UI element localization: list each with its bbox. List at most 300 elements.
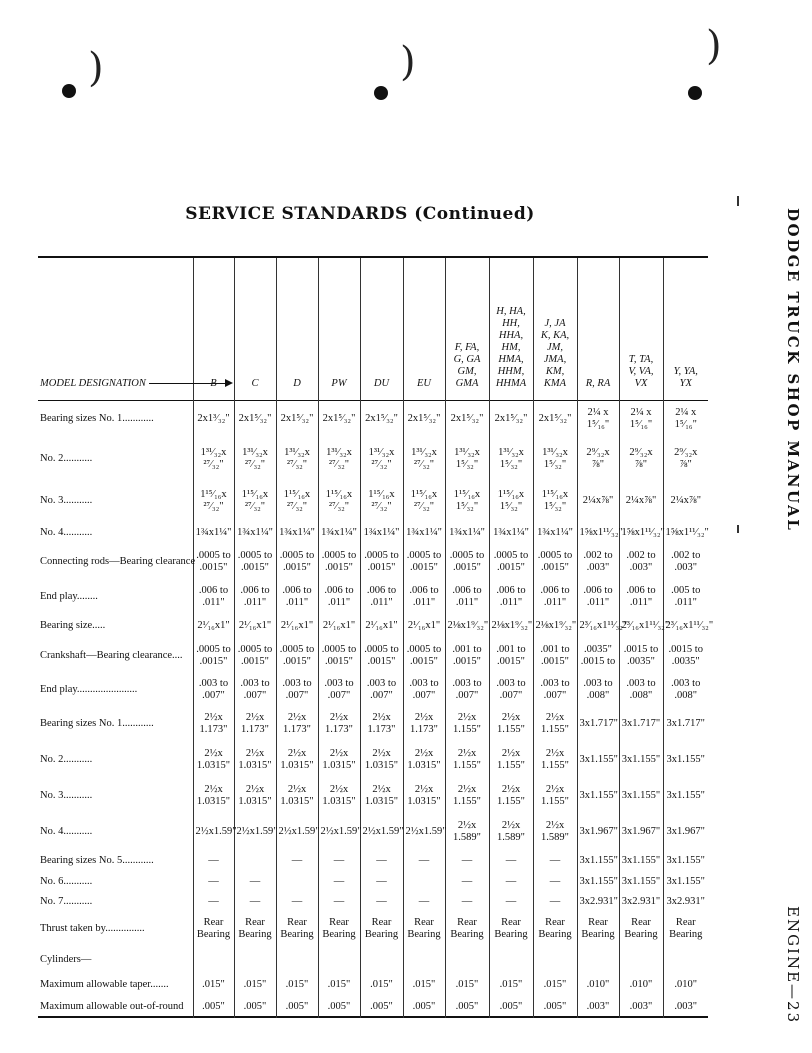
row-label: Bearing sizes No. 5............ bbox=[40, 854, 154, 866]
table-cell: 2½x 1.0315" bbox=[403, 742, 445, 778]
table-cell: .015" bbox=[234, 974, 276, 996]
model-header: D bbox=[276, 258, 318, 400]
table-cell: 2½x 1.155" bbox=[533, 778, 577, 814]
table-cell: .005" bbox=[276, 996, 318, 1018]
table-cell: 1¹⁵⁄₁₆x 1⁵⁄₃₂" bbox=[489, 480, 533, 522]
row-label: Bearing size..... bbox=[40, 619, 106, 631]
table-cell: .003 to .007" bbox=[234, 674, 276, 706]
table-cell: 2½x 1.155" bbox=[533, 706, 577, 742]
table-cell bbox=[234, 946, 276, 974]
table-cell: 2¹⁄₁₆x1" bbox=[234, 614, 276, 638]
table-row bbox=[38, 892, 708, 912]
table-cell: 3x1.155" bbox=[577, 850, 619, 872]
model-header: PW bbox=[318, 258, 360, 400]
table-row bbox=[38, 522, 708, 544]
table-cell: 2x1⁵⁄₃₂" bbox=[360, 400, 403, 438]
table-cell: .003 to .008" bbox=[663, 674, 708, 706]
table-cell: .005" bbox=[193, 996, 234, 1018]
table-cell: .002 to .003" bbox=[663, 544, 708, 580]
table-cell: .006 to .011" bbox=[276, 580, 318, 614]
table-cell: 2¹⁄₁₆x1" bbox=[403, 614, 445, 638]
table-cell: .0005 to .0015" bbox=[276, 638, 318, 674]
table-cell bbox=[663, 946, 708, 974]
table-cell: 3x2.931" bbox=[619, 892, 663, 912]
table-cell: .006 to .011" bbox=[403, 580, 445, 614]
scan-mark: ) bbox=[706, 23, 722, 69]
table-cell: — bbox=[403, 850, 445, 872]
model-designation-label: MODEL DESIGNATION bbox=[38, 258, 193, 400]
table-cell: .006 to .011" bbox=[360, 580, 403, 614]
table-cell: Rear Bearing bbox=[318, 912, 360, 946]
table-cell: — bbox=[360, 892, 403, 912]
row-label: Maximum allowable out-of-round bbox=[40, 1000, 184, 1012]
table-cell: .005" bbox=[403, 996, 445, 1018]
table-cell: .015" bbox=[403, 974, 445, 996]
model-header: C bbox=[234, 258, 276, 400]
table-cell: 1³¹⁄₃₂x ²⁷⁄₃₂" bbox=[276, 438, 318, 480]
table-cell: 1³¹⁄₃₂x ²⁷⁄₃₂" bbox=[193, 438, 234, 480]
table-cell: 2x1⁵⁄₃₂" bbox=[533, 400, 577, 438]
table-cell: — bbox=[193, 872, 234, 892]
row-label: No. 2........... bbox=[40, 452, 93, 464]
table-cell: .006 to .011" bbox=[318, 580, 360, 614]
table-row bbox=[38, 614, 708, 638]
table-row bbox=[38, 580, 708, 614]
table-cell: 2½x1.59" bbox=[193, 814, 234, 850]
table-cell: 2½x 1.155" bbox=[533, 742, 577, 778]
table-cell: 2³⁄₁₆x1¹¹⁄₃₂" bbox=[577, 614, 619, 638]
row-label: End play....................... bbox=[40, 683, 138, 695]
table-cell: .0005 to .0015" bbox=[403, 544, 445, 580]
table-cell bbox=[403, 946, 445, 974]
table-cell: .003" bbox=[577, 996, 619, 1018]
table-cell: .001 to .0015" bbox=[489, 638, 533, 674]
table-cell: .006 to .011" bbox=[489, 580, 533, 614]
table-cell bbox=[533, 946, 577, 974]
table-cell: 1¹⁵⁄₁₆x 1⁵⁄₃₂" bbox=[445, 480, 489, 522]
table-cell: 2¹⁄₁₆x1" bbox=[193, 614, 234, 638]
table-cell: — bbox=[489, 850, 533, 872]
table-cell: 1³¹⁄₃₂x 1⁵⁄₃₂" bbox=[533, 438, 577, 480]
table-cell: 1⅝x1¹¹⁄₃₂" bbox=[577, 522, 619, 544]
table-cell: Rear Bearing bbox=[234, 912, 276, 946]
row-label: Bearing sizes No. 1............ bbox=[40, 717, 154, 729]
table-cell: 2¼x⅞" bbox=[663, 480, 708, 522]
table-cell: 2x1⁵⁄₃₂" bbox=[445, 400, 489, 438]
table-cell: .0005 to .0015" bbox=[234, 638, 276, 674]
table-cell: 2x1⁵⁄₃₂" bbox=[489, 400, 533, 438]
row-label: No. 4........... bbox=[40, 526, 93, 538]
table-cell: .015" bbox=[193, 974, 234, 996]
table-cell: .015" bbox=[276, 974, 318, 996]
table-cell: Rear Bearing bbox=[577, 912, 619, 946]
table-cell: 2½x1.59" bbox=[403, 814, 445, 850]
table-cell: .002 to .003" bbox=[619, 544, 663, 580]
table-cell: .0005 to .0015" bbox=[193, 544, 234, 580]
table-row bbox=[38, 996, 708, 1018]
table-cell: 2½x 1.0315" bbox=[193, 778, 234, 814]
table-cell: — bbox=[276, 892, 318, 912]
table-cell: — bbox=[489, 892, 533, 912]
table-cell: .005" bbox=[234, 996, 276, 1018]
table-cell: 1¾x1¼" bbox=[360, 522, 403, 544]
table-cell: 1³¹⁄₃₂x 1⁵⁄₃₂" bbox=[445, 438, 489, 480]
table-cell: 1³¹⁄₃₂x ²⁷⁄₃₂" bbox=[403, 438, 445, 480]
table-cell: .003" bbox=[619, 996, 663, 1018]
table-cell: — bbox=[360, 850, 403, 872]
table-row bbox=[38, 872, 708, 892]
table-cell: 2½x 1.0315" bbox=[234, 742, 276, 778]
table-cell: .0005 to .0015" bbox=[318, 638, 360, 674]
table-cell: — bbox=[360, 872, 403, 892]
table-cell: 3x1.155" bbox=[619, 742, 663, 778]
side-page-number: ENGINE—23 bbox=[784, 905, 802, 1025]
table-row bbox=[38, 946, 708, 974]
table-row bbox=[38, 814, 708, 850]
table-cell: 2½x1.59" bbox=[276, 814, 318, 850]
table-cell: .003 to .007" bbox=[318, 674, 360, 706]
table-cell: — bbox=[193, 850, 234, 872]
table-cell: .010" bbox=[663, 974, 708, 996]
table-row bbox=[38, 778, 708, 814]
table-cell: 2½x1.59" bbox=[234, 814, 276, 850]
model-header: T, TA, V, VA, VX bbox=[619, 258, 663, 400]
table-cell: 2½x 1.0315" bbox=[276, 742, 318, 778]
table-cell: .003 to .007" bbox=[403, 674, 445, 706]
table-cell bbox=[234, 850, 276, 872]
table-cell: 2½x 1.589" bbox=[489, 814, 533, 850]
table-cell: 1⅝x1¹¹⁄₃₂" bbox=[663, 522, 708, 544]
table-cell: 1¾x1¼" bbox=[445, 522, 489, 544]
table-cell: 3x2.931" bbox=[577, 892, 619, 912]
table-cell: — bbox=[489, 872, 533, 892]
table-cell bbox=[276, 872, 318, 892]
table-cell: 1¾x1¼" bbox=[533, 522, 577, 544]
table-cell: Rear Bearing bbox=[193, 912, 234, 946]
table-cell: — bbox=[533, 892, 577, 912]
table-cell: .0005 to .0015" bbox=[193, 638, 234, 674]
table-cell: 1¾x1¼" bbox=[403, 522, 445, 544]
table-cell: — bbox=[445, 850, 489, 872]
table-cell: 2⁹⁄₃₂x ⅞" bbox=[663, 438, 708, 480]
table-cell bbox=[577, 946, 619, 974]
table-cell bbox=[489, 946, 533, 974]
table-cell: .003 to .008" bbox=[577, 674, 619, 706]
row-label: Crankshaft—Bearing clearance.... bbox=[40, 649, 183, 661]
model-header: B bbox=[193, 258, 234, 400]
table-cell: 1¾x1¼" bbox=[489, 522, 533, 544]
model-header: H, HA, HH, HHA, HM, HMA, HHM, HHMA bbox=[489, 258, 533, 400]
table-row bbox=[38, 850, 708, 872]
table-cell: .002 to .003" bbox=[577, 544, 619, 580]
table-cell: 1¹⁵⁄₁₆x 1⁵⁄₃₂" bbox=[533, 480, 577, 522]
table-cell: 2½x1.59" bbox=[318, 814, 360, 850]
table-cell: 2½x 1.0315" bbox=[403, 778, 445, 814]
model-header: EU bbox=[403, 258, 445, 400]
table-cell: 1¹⁵⁄₁₆x ²⁷⁄₃₂" bbox=[318, 480, 360, 522]
table-cell: 3x1.717" bbox=[619, 706, 663, 742]
table-cell: 1³¹⁄₃₂x ²⁷⁄₃₂" bbox=[234, 438, 276, 480]
table-cell: .006 to .011" bbox=[619, 580, 663, 614]
row-label: Thrust taken by............... bbox=[40, 922, 145, 934]
table-cell: 3x1.155" bbox=[663, 850, 708, 872]
row-label: Cylinders— bbox=[40, 953, 92, 965]
table-row bbox=[38, 638, 708, 674]
table-row bbox=[38, 912, 708, 946]
table-cell: 3x1.967" bbox=[663, 814, 708, 850]
table-cell: .015" bbox=[445, 974, 489, 996]
page-title: SERVICE STANDARDS (Continued) bbox=[185, 204, 535, 224]
table-cell: 2¼x⅞" bbox=[619, 480, 663, 522]
table-cell: 2½x 1.0315" bbox=[276, 778, 318, 814]
row-label: No. 2........... bbox=[40, 753, 93, 765]
table-cell: .0005 to .0015" bbox=[445, 544, 489, 580]
table-cell: 2x1⁵⁄₃₂" bbox=[234, 400, 276, 438]
table-row bbox=[38, 706, 708, 742]
table-cell: .003 to .008" bbox=[619, 674, 663, 706]
table-cell: .005" bbox=[489, 996, 533, 1018]
table-cell: Rear Bearing bbox=[360, 912, 403, 946]
punch-hole-center bbox=[374, 86, 388, 100]
table-cell: .003 to .007" bbox=[276, 674, 318, 706]
table-cell: .001 to .0015" bbox=[445, 638, 489, 674]
row-label: End play........ bbox=[40, 590, 98, 602]
table-cell: 2⅛x1⁹⁄₃₂" bbox=[445, 614, 489, 638]
table-cell: 1¾x1¼" bbox=[276, 522, 318, 544]
table-cell: — bbox=[318, 872, 360, 892]
row-label: No. 7........... bbox=[40, 895, 93, 907]
side-running-title: DODGE TRUCK SHOP MANUAL bbox=[784, 207, 802, 533]
table-cell: 2½x 1.173" bbox=[234, 706, 276, 742]
table-cell: 2½x 1.0315" bbox=[360, 742, 403, 778]
table-cell: 2⅛x1⁹⁄₃₂" bbox=[533, 614, 577, 638]
table-cell: Rear Bearing bbox=[533, 912, 577, 946]
table-cell: 2½x 1.155" bbox=[489, 742, 533, 778]
table-cell: 2⁹⁄₃₂x ⅞" bbox=[619, 438, 663, 480]
table-cell: 2x1⁵⁄₃₂" bbox=[276, 400, 318, 438]
table-cell: 1¾x1¼" bbox=[193, 522, 234, 544]
table-cell: .010" bbox=[577, 974, 619, 996]
table-cell: 2½x 1.0315" bbox=[234, 778, 276, 814]
table-cell: .005" bbox=[445, 996, 489, 1018]
table-cell: Rear Bearing bbox=[445, 912, 489, 946]
table-cell: .006 to .011" bbox=[445, 580, 489, 614]
table-cell: 2½x 1.0315" bbox=[193, 742, 234, 778]
edge-mark bbox=[737, 525, 739, 533]
table-cell: 3x1.155" bbox=[663, 872, 708, 892]
table-cell: 2³⁄₁₆x1¹¹⁄₃₂" bbox=[619, 614, 663, 638]
row-label: No. 3........... bbox=[40, 494, 93, 506]
table-cell bbox=[360, 946, 403, 974]
row-label: No. 4........... bbox=[40, 825, 93, 837]
table-cell: — bbox=[533, 872, 577, 892]
table-cell: 2½x 1.0315" bbox=[318, 778, 360, 814]
table-cell: .0005 to .0015" bbox=[403, 638, 445, 674]
table-cell: 1¹⁵⁄₁₆x ²⁷⁄₃₂" bbox=[234, 480, 276, 522]
table-cell: 3x1.155" bbox=[619, 850, 663, 872]
table-cell: .006 to .011" bbox=[193, 580, 234, 614]
table-cell: .006 to .011" bbox=[577, 580, 619, 614]
table-cell: 3x1.155" bbox=[619, 872, 663, 892]
table-cell: 2x1⁵⁄₃₂" bbox=[403, 400, 445, 438]
table-cell: 3x1.155" bbox=[663, 742, 708, 778]
table-cell: 3x1.155" bbox=[663, 778, 708, 814]
table-cell bbox=[403, 872, 445, 892]
table-cell: .0005 to .0015" bbox=[533, 544, 577, 580]
table-cell: 3x1.717" bbox=[663, 706, 708, 742]
table-cell: — bbox=[318, 892, 360, 912]
table-cell: .015" bbox=[360, 974, 403, 996]
table-cell: 2x1³⁄₃₂" bbox=[193, 400, 234, 438]
table-cell: — bbox=[445, 892, 489, 912]
table-cell: .010" bbox=[619, 974, 663, 996]
table-cell: 1¹⁵⁄₁₆x ²⁷⁄₃₂" bbox=[403, 480, 445, 522]
table-cell: .003 to .007" bbox=[360, 674, 403, 706]
table-cell: — bbox=[276, 850, 318, 872]
table-cell: 2¼ x 1⁵⁄₁₆" bbox=[577, 400, 619, 438]
row-label: Bearing sizes No. 1............ bbox=[40, 412, 154, 424]
table-cell: 2½x1.59" bbox=[360, 814, 403, 850]
table-cell: .015" bbox=[318, 974, 360, 996]
scan-mark: ) bbox=[400, 39, 416, 85]
table-cell: .015" bbox=[489, 974, 533, 996]
table-cell: 2¹⁄₁₆x1" bbox=[360, 614, 403, 638]
table-cell: — bbox=[234, 892, 276, 912]
table-cell: 2½x 1.155" bbox=[445, 778, 489, 814]
table-row bbox=[38, 742, 708, 778]
table-cell: 2½x 1.173" bbox=[403, 706, 445, 742]
table-cell: — bbox=[533, 850, 577, 872]
row-label: No. 6........... bbox=[40, 875, 93, 887]
table-cell: 1³¹⁄₃₂x ²⁷⁄₃₂" bbox=[318, 438, 360, 480]
table-cell: Rear Bearing bbox=[663, 912, 708, 946]
table-cell: 2½x 1.173" bbox=[193, 706, 234, 742]
table-cell: 2½x 1.0315" bbox=[360, 778, 403, 814]
table-cell bbox=[619, 946, 663, 974]
table-cell: 2¼x⅞" bbox=[577, 480, 619, 522]
table-cell: .015" bbox=[533, 974, 577, 996]
table-cell: 2½x 1.155" bbox=[489, 778, 533, 814]
table-cell: 3x1.155" bbox=[619, 778, 663, 814]
table-cell: 1³¹⁄₃₂x 1⁵⁄₃₂" bbox=[489, 438, 533, 480]
table-cell: 2¼ x 1⁵⁄₁₆" bbox=[619, 400, 663, 438]
table-cell bbox=[276, 946, 318, 974]
model-header: Y, YA, YX bbox=[663, 258, 708, 400]
table-cell: .0005 to .0015" bbox=[360, 638, 403, 674]
table-cell: 3x1.155" bbox=[577, 742, 619, 778]
table-cell: 1¾x1¼" bbox=[234, 522, 276, 544]
table-row bbox=[38, 674, 708, 706]
table-cell: 2½x 1.155" bbox=[445, 742, 489, 778]
table-cell: 3x1.967" bbox=[577, 814, 619, 850]
edge-mark bbox=[737, 196, 739, 206]
table-cell: 2½x 1.155" bbox=[445, 706, 489, 742]
table-cell: 2½x 1.173" bbox=[318, 706, 360, 742]
table-cell: 2½x 1.589" bbox=[533, 814, 577, 850]
table-cell: .0035" .0015 to bbox=[577, 638, 619, 674]
table-cell: .003 to .007" bbox=[445, 674, 489, 706]
model-header: DU bbox=[360, 258, 403, 400]
table-cell: — bbox=[403, 892, 445, 912]
table-cell: 1¾x1¼" bbox=[318, 522, 360, 544]
table-cell: — bbox=[445, 872, 489, 892]
table-row bbox=[38, 400, 708, 438]
table-cell: .0005 to .0015" bbox=[489, 544, 533, 580]
table-cell: .003 to .007" bbox=[193, 674, 234, 706]
table-cell: — bbox=[318, 850, 360, 872]
table-cell: 2½x 1.173" bbox=[360, 706, 403, 742]
table-cell: 2⁹⁄₃₂x ⅞" bbox=[577, 438, 619, 480]
table-cell: 2¹⁄₁₆x1" bbox=[276, 614, 318, 638]
table-cell: .0015 to .0035" bbox=[619, 638, 663, 674]
table-row bbox=[38, 974, 708, 996]
table-cell: 3x1.967" bbox=[619, 814, 663, 850]
table-cell: 1¹⁵⁄₁₆x ²⁷⁄₃₂" bbox=[193, 480, 234, 522]
table-cell: 2¹⁄₁₆x1" bbox=[318, 614, 360, 638]
table-cell: 2¼ x 1⁵⁄₁₆" bbox=[663, 400, 708, 438]
table-cell: 1³¹⁄₃₂x ²⁷⁄₃₂" bbox=[360, 438, 403, 480]
table-cell: 3x1.717" bbox=[577, 706, 619, 742]
table-cell: .0005 to .0015" bbox=[318, 544, 360, 580]
row-label: Maximum allowable taper....... bbox=[40, 978, 169, 990]
table-cell: 2⅛x1⁹⁄₃₂" bbox=[489, 614, 533, 638]
table-cell: — bbox=[234, 872, 276, 892]
table-cell: .003 to .007" bbox=[489, 674, 533, 706]
table-cell: .006 to .011" bbox=[533, 580, 577, 614]
punch-hole-right bbox=[688, 86, 702, 100]
model-header: J, JA K, KA, JM, JMA, KM, KMA bbox=[533, 258, 577, 400]
table-cell: .005" bbox=[318, 996, 360, 1018]
table-cell: Rear Bearing bbox=[489, 912, 533, 946]
table-cell bbox=[193, 946, 234, 974]
arrow-right-icon bbox=[149, 383, 231, 384]
table-cell: 2³⁄₁₆x1¹¹⁄₃₂" bbox=[663, 614, 708, 638]
table-cell: 2½x 1.155" bbox=[489, 706, 533, 742]
table-cell: 2½x 1.173" bbox=[276, 706, 318, 742]
model-header: F, FA, G, GA GM, GMA bbox=[445, 258, 489, 400]
table-cell: 1¹⁵⁄₁₆x ²⁷⁄₃₂" bbox=[360, 480, 403, 522]
table-cell: — bbox=[193, 892, 234, 912]
table-cell: 2½x 1.589" bbox=[445, 814, 489, 850]
table-cell: .005" bbox=[533, 996, 577, 1018]
model-header: R, RA bbox=[577, 258, 619, 400]
table-cell: .0005 to .0015" bbox=[234, 544, 276, 580]
table-cell: .0015 to .0035" bbox=[663, 638, 708, 674]
table-cell: .0005 to .0015" bbox=[276, 544, 318, 580]
table-cell: .006 to .011" bbox=[234, 580, 276, 614]
table-cell bbox=[445, 946, 489, 974]
table-cell: 2x1⁵⁄₃₂" bbox=[318, 400, 360, 438]
table-row bbox=[38, 544, 708, 580]
punch-hole-left bbox=[62, 84, 76, 98]
service-standards-table bbox=[38, 258, 714, 1018]
table-cell: 2½x 1.0315" bbox=[318, 742, 360, 778]
table-cell: Rear Bearing bbox=[403, 912, 445, 946]
header-row bbox=[38, 258, 708, 400]
row-label: No. 3........... bbox=[40, 789, 93, 801]
table-cell: .005 to .011" bbox=[663, 580, 708, 614]
table-cell: 1⅝x1¹¹⁄₃₂" bbox=[619, 522, 663, 544]
table-cell: .003 to .007" bbox=[533, 674, 577, 706]
table-cell bbox=[318, 946, 360, 974]
table-cell: .005" bbox=[360, 996, 403, 1018]
table-cell: .003" bbox=[663, 996, 708, 1018]
table-cell: 1¹⁵⁄₁₆x ²⁷⁄₃₂" bbox=[276, 480, 318, 522]
table-cell: Rear Bearing bbox=[276, 912, 318, 946]
table-cell: Rear Bearing bbox=[619, 912, 663, 946]
table-cell: 3x1.155" bbox=[577, 872, 619, 892]
scan-mark: ) bbox=[88, 45, 104, 91]
